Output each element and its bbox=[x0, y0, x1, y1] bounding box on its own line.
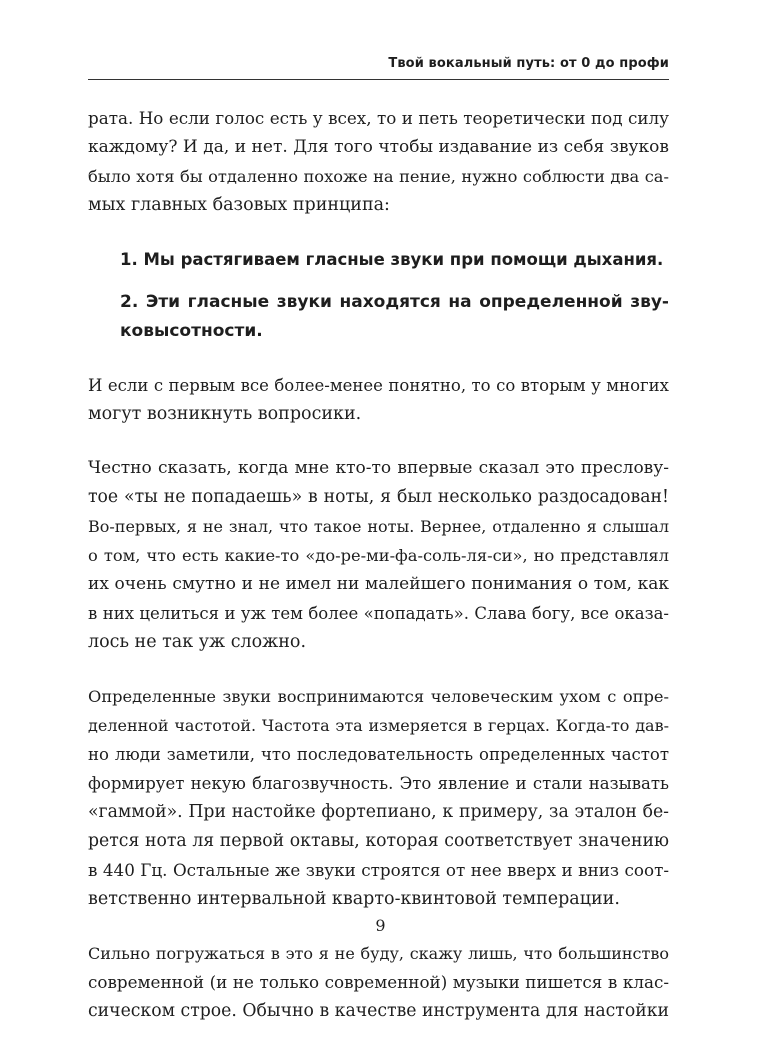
text-line: рата. Но если голос есть у всех, то и петь теоретически под силу bbox=[88, 108, 669, 128]
header-rule bbox=[88, 79, 669, 80]
text-line: сическом строе. Обычно в качестве инструмента для настойки bbox=[88, 1001, 669, 1021]
text-line: рется нота ля первой октавы, которая соответствует значению bbox=[88, 831, 669, 851]
text-line: в 440 Гц. Остальные же звуки строятся от нее вверх и вниз соот- bbox=[88, 860, 669, 880]
list-item bbox=[120, 245, 669, 274]
text-line: ветственно интервальной кварто-квинтовой темперации. bbox=[88, 889, 620, 909]
text-line: Честно сказать, когда мне кто-то впервые сказал это преслову- bbox=[88, 458, 669, 478]
list-item bbox=[120, 288, 669, 346]
text-line: каждому? И да, и нет. Для того чтобы издавание из себя звуков bbox=[88, 137, 669, 157]
list-line: ковысотности. bbox=[120, 321, 263, 341]
text-line: Во-первых, я не знал, что такое ноты. Вернее, отдаленно я слышал bbox=[88, 517, 669, 536]
list-line: 2. Эти гласные звуки находятся на определенной зву- bbox=[120, 292, 669, 312]
text-line: современной (и не только современной) музыки пишется в клас- bbox=[88, 972, 669, 992]
running-header: Твой вокальный путь: от 0 до профи bbox=[388, 56, 669, 71]
text-line: было хотя бы отдаленно похоже на пение, нужно соблюсти два са- bbox=[88, 167, 669, 186]
text-line: деленной частотой. Частота эта измеряется в герцах. Когда-то дав- bbox=[88, 716, 669, 735]
principles-list bbox=[88, 245, 669, 346]
text-line: могут возникнуть вопросики. bbox=[88, 404, 362, 424]
paragraph-4 bbox=[88, 682, 669, 914]
text-line: Сильно погружаться в это я не буду, скажу лишь, что большинство bbox=[88, 944, 669, 963]
text-line: тое «ты не попадаешь» в ноты, я был несколько раздосадован! bbox=[88, 487, 669, 507]
paragraph-5 bbox=[88, 939, 669, 1026]
list-line: 1. Мы растягиваем гласные звуки при помощи дыхания. bbox=[120, 250, 664, 269]
text-line: но люди заметили, что последовательность определенных частот bbox=[88, 745, 669, 764]
text-line: их очень смутно и не имел ни малейшего понимания о том, как bbox=[88, 574, 669, 594]
paragraph-2 bbox=[88, 371, 669, 429]
text-line: формирует некую благозвучность. Это явление и стали называть bbox=[88, 774, 669, 793]
text-line: в них целиться и уж тем более «попадать». Слава богу, все оказа- bbox=[88, 604, 669, 623]
page-number: 9 bbox=[375, 916, 386, 935]
text-line: мых главных базовых принципа: bbox=[88, 195, 390, 215]
paragraph-1 bbox=[88, 104, 669, 220]
paragraph-3 bbox=[88, 454, 669, 657]
text-line: «гаммой». При настойке фортепиано, к примеру, за эталон бе- bbox=[88, 802, 669, 822]
text-line: И если с первым все более-менее понятно, то со вторым у многих bbox=[88, 376, 669, 395]
text-line: лось не так уж сложно. bbox=[88, 632, 307, 652]
text-line: о том, что есть какие-то «до-ре-ми-фа-соль-ля-си», но представлял bbox=[88, 546, 669, 565]
text-line: Определенные звуки воспринимаются человеческим ухом с опре- bbox=[88, 687, 669, 706]
page-body bbox=[88, 104, 669, 1051]
